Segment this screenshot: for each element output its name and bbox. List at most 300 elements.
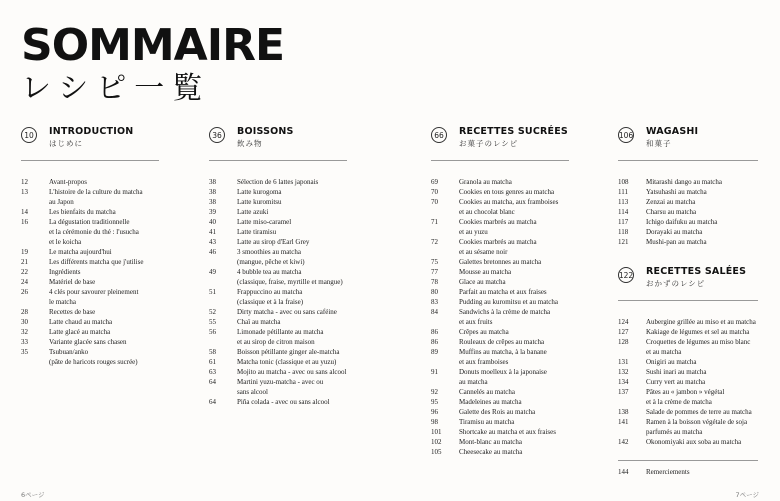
toc-page-number: 14 <box>21 208 28 216</box>
toc-entry <box>431 377 558 387</box>
toc-entry-title: Rouleaux de crêpes au matcha <box>459 338 545 346</box>
toc-entry-title: Tsubuan/anko <box>49 348 89 356</box>
toc-entry <box>431 227 558 237</box>
toc-page-number: 41 <box>209 228 216 236</box>
toc-page-number: 80 <box>431 288 438 296</box>
toc-page-number: 128 <box>618 338 629 346</box>
toc-entry-title: et au yuzu <box>459 228 488 236</box>
toc-entry-title: et au sirop de citron maison <box>237 338 315 346</box>
toc-entry-title: Piña colada - avec ou sans alcool <box>237 398 330 406</box>
toc-entry-title: Muffins au matcha, à la banane <box>459 348 547 356</box>
toc-entry-title: Dorayaki au matcha <box>646 228 703 236</box>
toc-page-number <box>209 337 237 347</box>
toc-entry-title: Variante glacée sans chasen <box>49 338 127 346</box>
toc-entry-title: et au sésame noir <box>459 248 508 256</box>
toc-entry <box>21 177 143 187</box>
section-page-badge: 36 <box>209 127 225 143</box>
toc-page-number: 63 <box>209 368 216 376</box>
toc-page-number: 127 <box>618 328 629 336</box>
toc-page-number: 61 <box>209 358 216 366</box>
toc-entry <box>209 227 346 237</box>
toc-page-number: 52 <box>209 308 216 316</box>
toc-entry <box>431 407 558 417</box>
toc-entry <box>209 267 346 277</box>
toc-entry-title: Boisson pétillante ginger ale-matcha <box>237 348 340 356</box>
toc-entry-title: Mousse au matcha <box>459 268 512 276</box>
toc-page-number: 71 <box>431 218 438 226</box>
toc-entry <box>21 207 143 217</box>
toc-entry <box>21 277 143 287</box>
toc-entry <box>209 247 346 257</box>
toc-entry-title: Cookies en tous genres au matcha <box>459 188 555 196</box>
toc-entry <box>21 187 143 197</box>
toc-entry <box>209 217 346 227</box>
toc-entry <box>431 217 558 227</box>
toc-entry-title: Cookies au matcha, aux framboises <box>459 198 559 206</box>
toc-page-number: 64 <box>209 398 216 406</box>
toc-entry <box>431 267 558 277</box>
toc-entry <box>431 177 558 187</box>
toc-page-number <box>209 297 237 307</box>
section-title: RECETTES SALÉES <box>646 266 747 277</box>
toc-entry <box>618 207 722 217</box>
toc-entry <box>21 197 143 207</box>
toc-entry-title: le matcha <box>49 298 77 306</box>
toc-page-number: 132 <box>618 368 629 376</box>
toc-page-number: 13 <box>21 188 28 196</box>
toc-page-number: 78 <box>431 278 438 286</box>
toc-entry-title: Tiramisu au matcha <box>459 418 515 426</box>
toc-page-number: 86 <box>431 328 438 336</box>
toc-entry-title: Madeleines au matcha <box>459 398 522 406</box>
toc-entry <box>618 377 756 387</box>
toc-entry-title: Limonade pétillante au matcha <box>237 328 324 336</box>
section-title: WAGASHI <box>646 126 699 137</box>
toc-page-number: 38 <box>209 178 216 186</box>
toc-entry <box>618 347 756 357</box>
toc-entry <box>21 227 143 237</box>
toc-page-number: 131 <box>618 358 629 366</box>
toc-entry-title: Dirty matcha - avec ou sans caféine <box>237 308 337 316</box>
toc-page-number: 30 <box>21 318 28 326</box>
toc-list-wagashi <box>618 177 722 247</box>
toc-entry <box>209 337 346 347</box>
page-subtitle: レシピ一覧 <box>21 71 211 106</box>
toc-entry <box>209 297 346 307</box>
toc-entry <box>21 327 143 337</box>
page-number-left: 6ページ <box>21 491 45 499</box>
toc-entry <box>209 397 346 407</box>
toc-entry <box>209 357 346 367</box>
divider <box>618 460 758 461</box>
toc-page-number: 102 <box>431 438 442 446</box>
toc-entry-title: 3 smoothies au matcha <box>237 248 301 256</box>
toc-entry-title: La dégustation traditionnelle <box>49 218 130 226</box>
toc-page-number: 55 <box>209 318 216 326</box>
toc-entry-title: 4 bubble tea au matcha <box>237 268 302 276</box>
toc-page-number: 49 <box>209 268 216 276</box>
toc-entry-title: Aubergine grillée au miso et au matcha <box>646 318 756 326</box>
toc-page-number <box>209 257 237 267</box>
toc-entry-title: Granola au matcha <box>459 178 512 186</box>
section-subtitle: 飲み物 <box>237 139 263 148</box>
toc-page-number: 101 <box>431 428 442 436</box>
toc-entry <box>618 337 756 347</box>
toc-entry <box>21 307 143 317</box>
toc-entry-title: (pâte de haricots rouges sucrée) <box>49 358 138 366</box>
toc-page-number: 75 <box>431 258 438 266</box>
toc-page-number: 117 <box>618 218 629 226</box>
toc-entry-title: Cheesecake au matcha <box>459 448 523 456</box>
toc-entry-title: Galettes bretonnes au matcha <box>459 258 542 266</box>
toc-entry-title: parfumés au matcha <box>646 428 703 436</box>
toc-page-number: 114 <box>618 208 629 216</box>
toc-page-number: 19 <box>21 248 28 256</box>
toc-entry-title: 4 clés pour savourer pleinement <box>49 288 139 296</box>
toc-entry-title: Cookies marbrés au matcha <box>459 218 537 226</box>
toc-entry-title: Latte kurogoma <box>237 188 282 196</box>
toc-entry <box>618 387 756 397</box>
toc-entry <box>21 337 143 347</box>
toc-page-number: 95 <box>431 398 438 406</box>
toc-entry-title: et la cérémonie du thé : l'usucha <box>49 228 139 236</box>
section-subtitle: お菓子のレシピ <box>459 139 519 148</box>
toc-entry-title: Ramen à la boisson végétale de soja <box>646 418 748 426</box>
toc-entry <box>431 307 558 317</box>
toc-entry <box>431 237 558 247</box>
toc-entry <box>431 297 558 307</box>
toc-list-extra <box>618 467 690 477</box>
toc-entry <box>618 217 722 227</box>
toc-entry <box>618 467 690 477</box>
toc-page-number: 84 <box>431 308 438 316</box>
toc-page-number: 141 <box>618 418 629 426</box>
toc-page-number: 35 <box>21 348 28 356</box>
toc-entry <box>209 177 346 187</box>
toc-list-recettes-sucrees <box>431 177 558 457</box>
toc-page-number <box>431 207 459 217</box>
toc-page-number: 134 <box>618 378 629 386</box>
toc-page-number: 72 <box>431 238 438 246</box>
toc-entry <box>209 317 346 327</box>
section-title: BOISSONS <box>237 126 294 137</box>
toc-entry <box>431 247 558 257</box>
toc-entry <box>209 277 346 287</box>
toc-list-recettes-salees <box>618 317 756 447</box>
toc-page-number: 38 <box>209 188 216 196</box>
toc-entry <box>21 257 143 267</box>
toc-entry-title: Parfait au matcha et aux fraises <box>459 288 547 296</box>
toc-page-number: 26 <box>21 288 28 296</box>
toc-entry <box>21 247 143 257</box>
toc-entry-title: Latte au sirop d'Earl Grey <box>237 238 310 246</box>
toc-entry-title: Crêpes au matcha <box>459 328 509 336</box>
section-subtitle: おかずのレシピ <box>646 279 706 288</box>
toc-entry <box>21 347 143 357</box>
section-page-badge: 106 <box>618 127 634 143</box>
toc-entry-title: Matcha tonic (classique et au yuzu) <box>237 358 337 366</box>
toc-page-number: 32 <box>21 328 28 336</box>
toc-page-number: 21 <box>21 258 28 266</box>
divider <box>618 300 758 301</box>
toc-page-number <box>21 237 49 247</box>
toc-page-number: 70 <box>431 188 438 196</box>
toc-page-number: 51 <box>209 288 216 296</box>
toc-entry-title: au matcha <box>459 378 488 386</box>
toc-entry-title: et au chocolat blanc <box>459 208 515 216</box>
toc-list-introduction <box>21 177 143 367</box>
toc-page-number: 64 <box>209 378 216 386</box>
toc-entry <box>209 327 346 337</box>
toc-entry-title: Croquettes de légumes au miso blanc <box>646 338 751 346</box>
toc-page-number: 89 <box>431 348 438 356</box>
toc-entry <box>618 407 756 417</box>
toc-page-number: 46 <box>209 248 216 256</box>
toc-entry <box>431 277 558 287</box>
toc-entry <box>618 367 756 377</box>
toc-entry-title: et aux fruits <box>459 318 493 326</box>
toc-entry <box>21 217 143 227</box>
toc-entry-title: Galette des Rois au matcha <box>459 408 536 416</box>
toc-list-boissons <box>209 177 346 407</box>
toc-entry <box>431 317 558 327</box>
toc-entry-title: Okonomiyaki aux soba au matcha <box>646 438 742 446</box>
toc-entry-title: Mushi-pan au matcha <box>646 238 707 246</box>
toc-page-number: 83 <box>431 298 438 306</box>
toc-entry-title: Avant-propos <box>49 178 87 186</box>
section-title: INTRODUCTION <box>49 126 134 137</box>
toc-entry <box>209 207 346 217</box>
toc-page-number <box>21 297 49 307</box>
section-subtitle: 和菓子 <box>646 139 672 148</box>
toc-entry <box>431 437 558 447</box>
toc-entry-title: Recettes de base <box>49 308 96 316</box>
toc-entry <box>431 257 558 267</box>
toc-page-number: 56 <box>209 328 216 336</box>
toc-entry <box>618 317 756 327</box>
toc-page-number: 38 <box>209 198 216 206</box>
toc-entry-title: Latte glacé au matcha <box>49 328 111 336</box>
toc-entry-title: Le matcha aujourd'hui <box>49 248 112 256</box>
toc-page-number: 96 <box>431 408 438 416</box>
toc-entry-title: Les différents matcha que j'utilise <box>49 258 144 266</box>
divider <box>431 160 569 161</box>
toc-entry-title: Mont-blanc au matcha <box>459 438 522 446</box>
toc-entry <box>431 337 558 347</box>
toc-page-number <box>431 227 459 237</box>
toc-entry-title: Ingrédients <box>49 268 81 276</box>
toc-entry <box>431 387 558 397</box>
toc-entry-title: Latte chaud au matcha <box>49 318 113 326</box>
toc-page-number: 43 <box>209 238 216 246</box>
toc-entry <box>618 197 722 207</box>
toc-page-number: 118 <box>618 228 629 236</box>
toc-page-number: 24 <box>21 278 28 286</box>
toc-entry-title: Martini yuzu-matcha - avec ou <box>237 378 324 386</box>
toc-page-number: 113 <box>618 198 629 206</box>
toc-entry-title: Glace au matcha <box>459 278 506 286</box>
toc-page-number <box>209 387 237 397</box>
toc-entry <box>431 197 558 207</box>
toc-page-number: 77 <box>431 268 438 276</box>
toc-entry-title: L'histoire de la culture du matcha <box>49 188 143 196</box>
toc-page-number <box>618 427 646 437</box>
toc-entry <box>431 287 558 297</box>
toc-entry-title: Kakiage de légumes et sel au matcha <box>646 328 750 336</box>
toc-entry <box>209 237 346 247</box>
toc-entry <box>21 317 143 327</box>
toc-entry-title: Donuts moelleux à la japonaise <box>459 368 547 376</box>
toc-entry <box>431 347 558 357</box>
toc-page-number: 144 <box>618 468 629 476</box>
toc-entry-title: et le koicha <box>49 238 82 246</box>
toc-page-number: 22 <box>21 268 28 276</box>
toc-entry-title: et aux framboises <box>459 358 509 366</box>
divider <box>21 160 159 161</box>
toc-entry <box>209 367 346 377</box>
toc-entry <box>431 327 558 337</box>
toc-page-number <box>21 357 49 367</box>
toc-page-number <box>431 317 459 327</box>
toc-entry <box>431 187 558 197</box>
toc-entry <box>209 347 346 357</box>
toc-page-number <box>618 347 646 357</box>
toc-page-number: 142 <box>618 438 629 446</box>
toc-entry <box>618 177 722 187</box>
toc-entry-title: au Japon <box>49 198 74 206</box>
toc-entry-title: Latte tiramisu <box>237 228 277 236</box>
toc-entry-title: (classique et à la fraise) <box>237 298 304 306</box>
toc-page-number <box>431 247 459 257</box>
toc-page-number: 69 <box>431 178 438 186</box>
toc-entry <box>209 387 346 397</box>
toc-entry <box>618 237 722 247</box>
toc-entry-title: (classique, fraise, myrtille et mangue) <box>237 278 343 286</box>
toc-entry-title: Frappuccino au matcha <box>237 288 303 296</box>
toc-entry <box>618 417 756 427</box>
toc-page-number: 111 <box>618 188 628 196</box>
toc-entry <box>21 237 143 247</box>
toc-page-number <box>431 357 459 367</box>
toc-entry-title: (mangue, pêche et kiwi) <box>237 258 305 266</box>
toc-entry <box>618 397 756 407</box>
toc-entry <box>431 447 558 457</box>
page-number-right: 7ページ <box>735 491 759 499</box>
toc-entry <box>618 427 756 437</box>
toc-entry-title: Sélection de 6 lattes japonais <box>237 178 319 186</box>
toc-entry-title: Mitarashi dango au matcha <box>646 178 723 186</box>
toc-entry-title: Cookies marbrés au matcha <box>459 238 537 246</box>
toc-entry <box>21 267 143 277</box>
toc-page-number: 105 <box>431 448 442 456</box>
toc-entry-title: Remerciements <box>646 468 690 476</box>
toc-entry-title: Zenzai au matcha <box>646 198 696 206</box>
toc-entry <box>431 417 558 427</box>
section-subtitle: はじめに <box>49 139 83 148</box>
toc-entry-title: Yatsuhashi au matcha <box>646 188 707 196</box>
toc-entry <box>431 207 558 217</box>
toc-page-number <box>21 227 49 237</box>
toc-page-number: 16 <box>21 218 28 226</box>
toc-page-number: 91 <box>431 368 438 376</box>
toc-entry <box>431 397 558 407</box>
toc-page-number <box>431 377 459 387</box>
toc-entry-title: Salade de pommes de terre au matcha <box>646 408 752 416</box>
toc-page-number: 121 <box>618 238 629 246</box>
toc-entry-title: Chaï au matcha <box>237 318 281 326</box>
toc-entry-title: et au matcha <box>646 348 682 356</box>
toc-page-number: 138 <box>618 408 629 416</box>
toc-page-number: 124 <box>618 318 629 326</box>
toc-entry-title: Ichigo daifuku au matcha <box>646 218 718 226</box>
toc-entry-title: Pudding au kuromitsu et au matcha <box>459 298 558 306</box>
toc-entry <box>209 377 346 387</box>
toc-page-number: 12 <box>21 178 28 186</box>
toc-page-number: 108 <box>618 178 629 186</box>
toc-page-number <box>21 197 49 207</box>
toc-entry <box>618 327 756 337</box>
toc-entry-title: Sandwichs à la crème de matcha <box>459 308 551 316</box>
toc-page-number: 39 <box>209 208 216 216</box>
toc-page-number: 137 <box>618 388 629 396</box>
toc-entry-title: Charsu au matcha <box>646 208 697 216</box>
toc-page-number: 86 <box>431 338 438 346</box>
toc-entry <box>21 297 143 307</box>
toc-entry <box>618 437 756 447</box>
toc-entry <box>618 227 722 237</box>
section-title: RECETTES SUCRÉES <box>459 126 568 137</box>
toc-entry <box>618 357 756 367</box>
toc-entry-title: sans alcool <box>237 388 268 396</box>
toc-entry-title: et à la crème de matcha <box>646 398 712 406</box>
toc-entry-title: Onigiri au matcha <box>646 358 697 366</box>
section-page-badge: 10 <box>21 127 37 143</box>
toc-entry-title: Shortcake au matcha et aux fraises <box>459 428 556 436</box>
toc-page-number <box>618 397 646 407</box>
toc-entry-title: Latte kuromitsu <box>237 198 282 206</box>
section-page-badge: 66 <box>431 127 447 143</box>
toc-entry <box>21 357 143 367</box>
toc-entry <box>209 187 346 197</box>
toc-entry-title: Curry vert au matcha <box>646 378 706 386</box>
toc-entry-title: Mojito au matcha - avec ou sans alcool <box>237 368 347 376</box>
toc-page-number <box>209 277 237 287</box>
toc-entry <box>21 287 143 297</box>
toc-entry <box>431 427 558 437</box>
toc-entry-title: Sushi inari au matcha <box>646 368 707 376</box>
toc-page-number: 98 <box>431 418 438 426</box>
page-title: SOMMAIRE <box>21 20 285 71</box>
toc-page-number: 92 <box>431 388 438 396</box>
toc-entry <box>209 257 346 267</box>
divider <box>618 160 758 161</box>
toc-entry <box>618 187 722 197</box>
section-page-badge: 122 <box>618 267 634 283</box>
toc-entry-title: Latte miso-caramel <box>237 218 292 226</box>
toc-entry-title: Cannelés au matcha <box>459 388 515 396</box>
toc-entry-title: Latte azuki <box>237 208 269 216</box>
toc-page-number: 40 <box>209 218 216 226</box>
toc-entry <box>209 197 346 207</box>
divider <box>209 160 347 161</box>
toc-page-number: 33 <box>21 338 28 346</box>
toc-page-number: 70 <box>431 198 438 206</box>
toc-page-number: 58 <box>209 348 216 356</box>
toc-entry <box>209 307 346 317</box>
toc-page-number: 28 <box>21 308 28 316</box>
toc-entry <box>431 367 558 377</box>
toc-entry-title: Les bienfaits du matcha <box>49 208 116 216</box>
